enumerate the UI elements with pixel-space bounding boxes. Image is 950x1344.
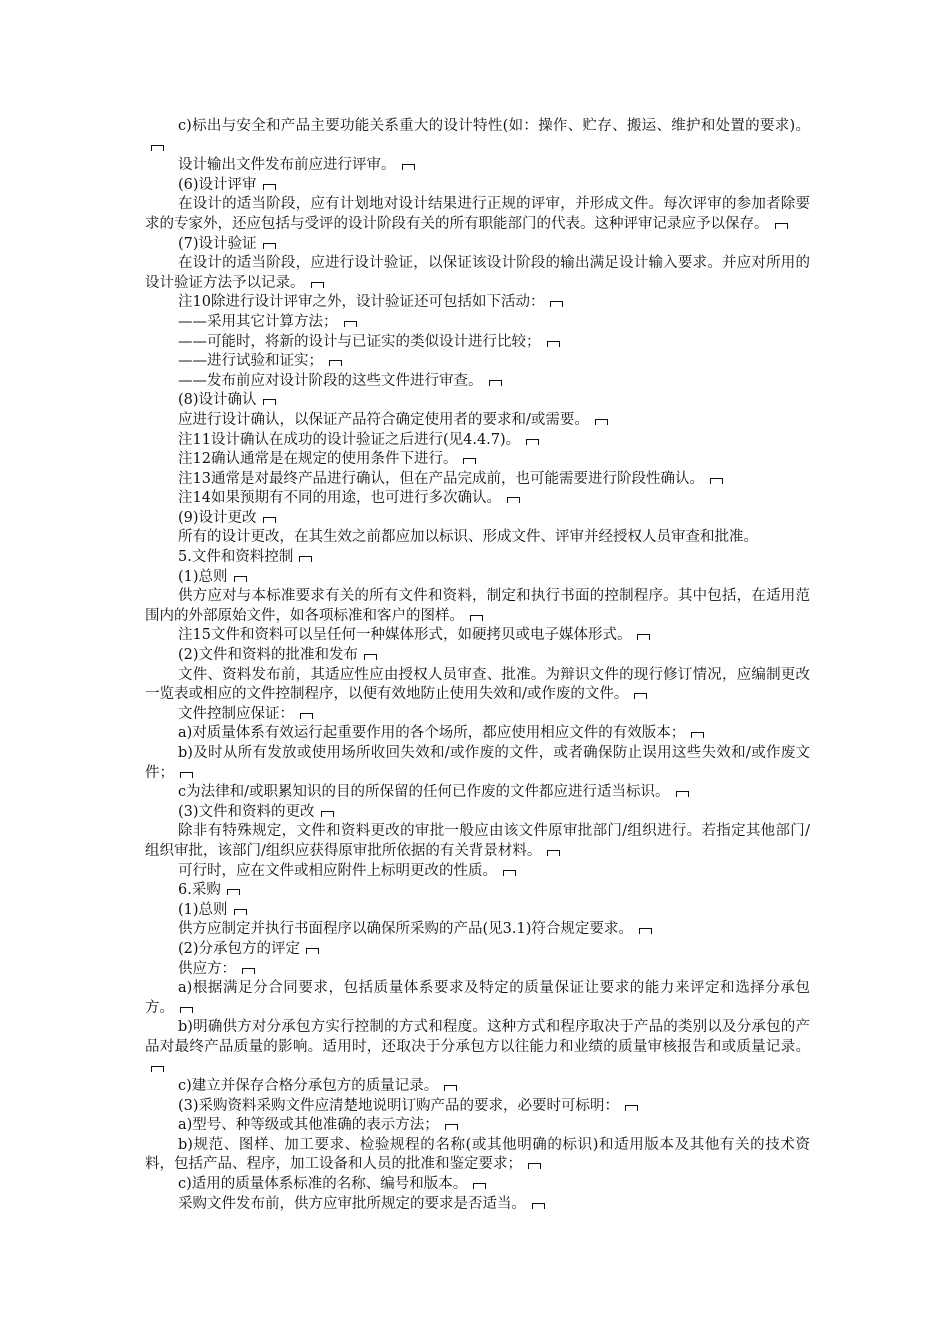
paragraph-21	[145, 568, 810, 588]
paragraph-mark-icon	[503, 870, 516, 876]
paragraph-4	[145, 195, 810, 234]
paragraph-44	[145, 1175, 810, 1195]
paragraph-30	[145, 803, 810, 823]
paragraph-10	[145, 352, 810, 372]
paragraph-text: 文件、资料发布前，其适应性应由授权人员审查、批准。为辩识文件的现行修订情况，应编制更改一览表或相应的文件控制程序，以便有效地防止使用失效和/或作废的文件。	[145, 666, 810, 703]
section-heading: (2)分承包方的评定	[178, 940, 301, 957]
paragraph-5	[145, 235, 810, 255]
paragraph-mark-icon	[234, 909, 247, 915]
paragraph-20	[145, 548, 810, 568]
paragraph-mark-icon	[625, 1105, 638, 1111]
paragraph-mark-icon	[691, 732, 704, 738]
section-heading: (1)总则	[178, 568, 228, 585]
paragraph-36	[145, 940, 810, 960]
paragraph-27	[145, 724, 810, 744]
paragraph-3	[145, 176, 810, 196]
paragraph-mark-icon	[227, 889, 240, 895]
paragraph-mark-icon	[242, 968, 255, 974]
paragraph-33	[145, 881, 810, 901]
paragraph-8	[145, 313, 810, 333]
note-text: 注11设计确认在成功的设计验证之后进行(见4.4.7)。	[178, 431, 521, 448]
paragraph-40	[145, 1077, 810, 1097]
paragraph-7	[145, 293, 810, 313]
section-heading: (6)设计评审	[178, 176, 257, 193]
paragraph-19	[145, 528, 810, 548]
paragraph-24	[145, 646, 810, 666]
paragraph-text: 在设计的适当阶段，应进行设计验证，以保证该设计阶段的输出满足设计输入要求。并应对所用的设计验证方法予以记录。	[145, 255, 810, 291]
paragraph-mark-icon	[550, 301, 563, 307]
paragraph-mark-icon	[263, 184, 276, 190]
paragraph-mark-icon	[180, 772, 193, 778]
paragraph-text: c)标出与安全和产品主要功能关系重大的设计特性(如：操作、贮存、搬运、维护和处置的要求)。	[178, 118, 810, 134]
paragraph-28	[145, 744, 810, 783]
section-heading: (9)设计更改	[178, 509, 257, 526]
paragraph-11	[145, 372, 810, 392]
paragraph-mark-icon	[595, 419, 608, 425]
paragraph-mark-icon	[528, 1163, 541, 1169]
list-item: ——采用其它计算方法；	[178, 313, 338, 330]
list-item: ——发布前应对设计阶段的这些文件进行审查。	[178, 372, 483, 389]
paragraph-mark-icon	[634, 693, 647, 699]
paragraph-14	[145, 431, 810, 451]
paragraph-9	[145, 333, 810, 353]
paragraph-mark-icon	[463, 458, 476, 464]
paragraph-18	[145, 509, 810, 529]
paragraph-mark-icon	[151, 145, 164, 151]
list-item: c)建立并保存合格分承包方的质量记录。	[178, 1078, 439, 1095]
paragraph-mark-icon	[507, 497, 520, 503]
paragraph-25	[145, 666, 810, 705]
paragraph-text: 供方应对与本标准要求有关的所有文件和资料，制定和执行书面的控制程序。其中包括，在适用范围内的外部原始文件，如各项标准和客户的图样。	[145, 588, 810, 624]
paragraph-mark-icon	[526, 439, 539, 445]
paragraph-text: 在设计的适当阶段，应有计划地对设计结果进行正规的评审，并形成文件。每次评审的参加者除要求的专家外，还应包括与受评的设计阶段有关的所有职能部门的代表。这种评审记录应予以保存。	[145, 196, 810, 232]
list-item: c为法律和/或职累知识的目的所保留的任何已作废的文件都应进行适当标识。	[178, 784, 670, 801]
paragraph-mark-icon	[402, 164, 415, 170]
paragraph-32	[145, 862, 810, 882]
paragraph-mark-icon	[364, 654, 377, 660]
paragraph-mark-icon	[300, 713, 313, 719]
paragraph-1	[145, 117, 810, 156]
paragraph-text: 供应方：	[178, 960, 236, 977]
paragraph-mark-icon	[637, 634, 650, 640]
paragraph-mark-icon	[311, 282, 324, 288]
paragraph-mark-icon	[344, 321, 357, 327]
note-text: 注14如果预期有不同的用途，也可进行多次确认。	[178, 490, 501, 507]
section-heading: (8)设计确认	[178, 392, 257, 409]
paragraph-text: 文件控制应保证：	[178, 705, 294, 722]
list-item: b)明确供方对分承包方实行控制的方式和程度。这种方式和程序取决于产品的类别以及分承包的产品对最终产品质量的影响。适用时，还取决于分承包方以往能力和业绩的质量审核报告和或质量记录。	[145, 1019, 810, 1055]
paragraph-mark-icon	[263, 399, 276, 405]
paragraph-mark-icon	[306, 948, 319, 954]
paragraph-16	[145, 470, 810, 490]
paragraph-mark-icon	[547, 850, 560, 856]
paragraph-6	[145, 254, 810, 293]
paragraph-text: 所有的设计更改，在其生效之前都应加以标识、形成文件、评审并经授权人员审查和批准。	[178, 529, 758, 546]
paragraph-15	[145, 450, 810, 470]
paragraph-mark-icon	[180, 1007, 193, 1013]
list-item: b)规范、图样、加工要求、检验规程的名称(或其他明确的标识)和适用版本及其他有关的技术资料，包括产品、程序，加工设备和人员的批准和鉴定要求；	[145, 1136, 810, 1173]
paragraph-mark-icon	[676, 791, 689, 797]
paragraph-mark-icon	[234, 576, 247, 582]
paragraph-text: 供方应制定并执行书面程序以确保所采购的产品(见3.1)符合规定要求。	[178, 921, 633, 938]
section-heading: (7)设计验证	[178, 235, 257, 252]
paragraph-mark-icon	[639, 928, 652, 934]
paragraph-mark-icon	[444, 1085, 457, 1091]
paragraph-text: 可行时，应在文件或相应附件上标明更改的性质。	[178, 862, 497, 879]
paragraph-12	[145, 391, 810, 411]
paragraph-mark-icon	[299, 556, 312, 562]
list-item: ——可能时，将新的设计与已证实的类似设计进行比较；	[178, 333, 541, 350]
section-heading: (3)文件和资料的更改	[178, 803, 315, 820]
paragraph-38	[145, 979, 810, 1018]
paragraph-text: (3)采购资料采购文件应清楚地说明订购产品的要求，必要时可标明：	[178, 1097, 620, 1114]
paragraph-31	[145, 822, 810, 861]
paragraph-2	[145, 156, 810, 176]
section-heading: 6.采购	[178, 882, 221, 899]
list-item: c)适用的质量体系标准的名称、编号和版本。	[178, 1176, 468, 1193]
paragraph-37	[145, 960, 810, 980]
paragraph-35	[145, 920, 810, 940]
paragraph-39	[145, 1018, 810, 1077]
document-body	[145, 117, 810, 1214]
paragraph-17	[145, 489, 810, 509]
list-item: b)及时从所有发放或使用场所收回失效和/或作废的文件，或者确保防止误用这些失效和/或作废文件；	[145, 745, 810, 781]
section-heading: 5.文件和资料控制	[178, 549, 294, 566]
paragraph-41	[145, 1097, 810, 1117]
paragraph-mark-icon	[263, 517, 276, 523]
list-item: a)对质量体系有效运行起重要作用的各个场所，都应使用相应文件的有效版本；	[178, 725, 686, 742]
paragraph-mark-icon	[263, 243, 276, 249]
paragraph-43	[145, 1136, 810, 1175]
paragraph-34	[145, 901, 810, 921]
note-text: 注12确认通常是在规定的使用条件下进行。	[178, 451, 458, 468]
paragraph-mark-icon	[473, 1183, 486, 1189]
paragraph-22	[145, 587, 810, 626]
paragraph-mark-icon	[321, 811, 334, 817]
paragraph-mark-icon	[532, 1203, 545, 1209]
note-text: 注15文件和资料可以呈任何一种媒体形式，如硬拷贝或电子媒体形式。	[178, 627, 632, 644]
paragraph-mark-icon	[489, 380, 502, 386]
section-heading: (1)总则	[178, 901, 228, 918]
section-heading: (2)文件和资料的批准和发布	[178, 647, 359, 664]
paragraph-mark-icon	[329, 360, 342, 366]
paragraph-23	[145, 626, 810, 646]
list-item: a)根据满足分合同要求，包括质量体系要求及特定的质量保证让要求的能力来评定和选择分承包方。	[145, 980, 810, 1016]
note-text: 注10除进行设计评审之外，设计验证还可包括如下活动：	[178, 294, 545, 311]
paragraph-42	[145, 1116, 810, 1136]
list-item: ——进行试验和证实；	[178, 353, 323, 370]
paragraph-text: 设计输出文件发布前应进行评审。	[178, 157, 396, 174]
list-item: a)型号、种等级或其他准确的表示方法；	[178, 1117, 439, 1134]
paragraph-mark-icon	[775, 223, 788, 229]
paragraph-45	[145, 1195, 810, 1215]
paragraph-mark-icon	[710, 478, 723, 484]
paragraph-text: 除非有特殊规定，文件和资料更改的审批一般应由该文件原审批部门/组织进行。若指定其他部门/组织审批，该部门/组织应获得原审批所依据的有关背景材料。	[145, 823, 810, 859]
paragraph-mark-icon	[445, 1124, 458, 1130]
paragraph-mark-icon	[547, 341, 560, 347]
paragraph-26	[145, 705, 810, 725]
paragraph-13	[145, 411, 810, 431]
paragraph-text: 应进行设计确认，以保证产品符合确定使用者的要求和/或需要。	[178, 411, 589, 428]
paragraph-mark-icon	[151, 1066, 164, 1072]
note-text: 注13通常是对最终产品进行确认，但在产品完成前，也可能需要进行阶段性确认。	[178, 470, 704, 487]
paragraph-mark-icon	[470, 615, 483, 621]
paragraph-text: 采购文件发布前，供方应审批所规定的要求是否适当。	[178, 1195, 526, 1212]
paragraph-29	[145, 783, 810, 803]
